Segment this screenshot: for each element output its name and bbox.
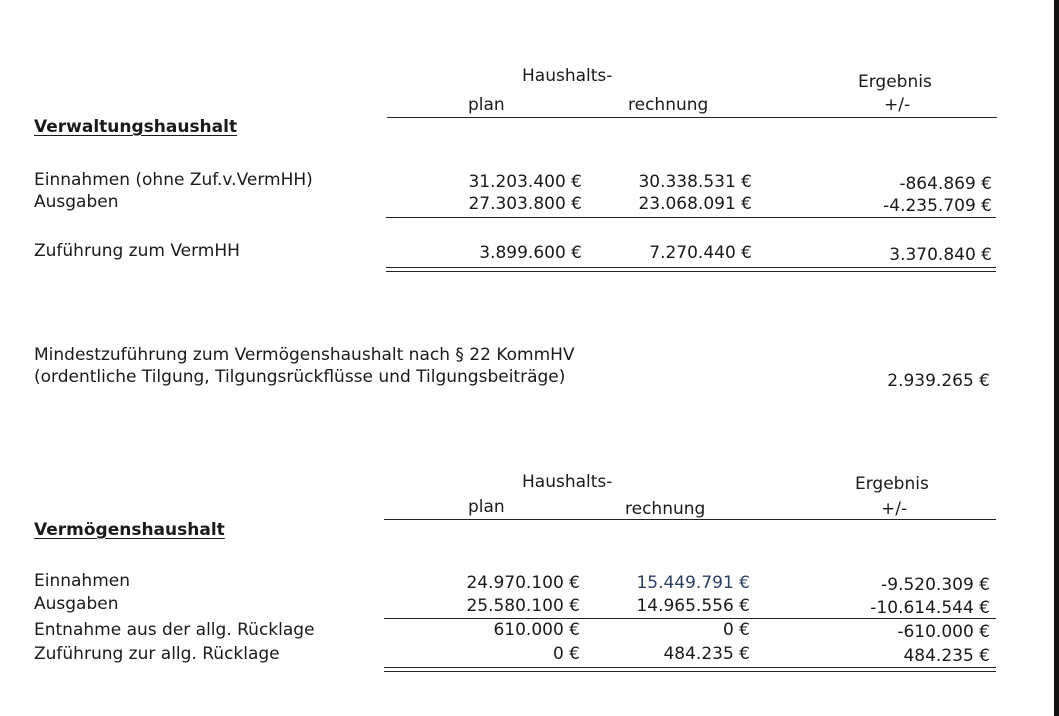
mindest-value: 2.939.265 € <box>887 371 990 391</box>
header-plusminus: +/- <box>884 95 911 115</box>
row-plan: 610.000 € <box>493 620 580 640</box>
total-ergebnis: 3.370.840 € <box>889 245 992 265</box>
header-haushalts: Haushalts- <box>522 472 613 492</box>
section-title: Vermögenshaushalt <box>34 520 225 540</box>
row-ergebnis: -610.000 € <box>897 622 990 642</box>
row-rechnung: 484.235 € <box>663 644 750 664</box>
row-plan: 31.203.400 € <box>468 172 582 192</box>
header-plan: plan <box>468 95 505 115</box>
row-plan: 27.303.800 € <box>468 194 582 214</box>
row-label: Einnahmen <box>34 571 130 591</box>
header-rechnung: rechnung <box>628 95 709 115</box>
double-rule-bottom <box>384 671 996 672</box>
header-rechnung: rechnung <box>625 499 706 519</box>
row-label: Einnahmen (ohne Zuf.v.VermHH) <box>34 170 313 190</box>
page-edge-bar <box>1054 0 1059 716</box>
row-plan: 25.580.100 € <box>466 596 580 616</box>
row-label: Entnahme aus der allg. Rücklage <box>34 620 315 640</box>
double-rule-bottom <box>386 271 996 272</box>
row-ergebnis: 484.235 € <box>903 646 990 666</box>
row-plan: 0 € <box>552 644 580 664</box>
header-ergebnis: Ergebnis <box>858 72 932 92</box>
row-rechnung: 0 € <box>722 620 750 640</box>
header-rule <box>387 117 997 118</box>
header-plan: plan <box>468 497 505 517</box>
row-label: Ausgaben <box>34 192 119 212</box>
section-title: Verwaltungshaushalt <box>34 117 238 137</box>
header-rule <box>384 519 996 520</box>
header-plusminus: +/- <box>881 499 908 519</box>
row-rechnung: 15.449.791 € <box>636 573 750 593</box>
mindest-line-1: Mindestzuführung zum Vermögenshaushalt nach § 22 KommHV <box>34 345 575 365</box>
row-rechnung: 14.965.556 € <box>636 596 750 616</box>
subtotal-rule <box>384 618 996 619</box>
row-rechnung: 23.068.091 € <box>638 194 752 214</box>
total-label: Zuführung zum VermHH <box>34 241 240 261</box>
row-ergebnis: -864.869 € <box>899 174 992 194</box>
header-ergebnis: Ergebnis <box>855 474 929 494</box>
double-rule-top <box>386 267 996 268</box>
subtotal-rule <box>386 217 996 218</box>
row-label: Ausgaben <box>34 594 119 614</box>
total-rechnung: 7.270.440 € <box>649 243 752 263</box>
row-label: Zuführung zur allg. Rücklage <box>34 644 280 664</box>
header-haushalts: Haushalts- <box>522 66 613 86</box>
row-ergebnis: -9.520.309 € <box>881 575 990 595</box>
row-rechnung: 30.338.531 € <box>638 172 752 192</box>
double-rule-top <box>384 667 996 668</box>
row-ergebnis: -10.614.544 € <box>870 598 990 618</box>
total-plan: 3.899.600 € <box>479 243 582 263</box>
row-plan: 24.970.100 € <box>466 573 580 593</box>
mindest-line-2: (ordentliche Tilgung, Tilgungsrückflüsse und Tilgungsbeiträge) <box>34 367 566 387</box>
row-ergebnis: -4.235.709 € <box>883 196 992 216</box>
